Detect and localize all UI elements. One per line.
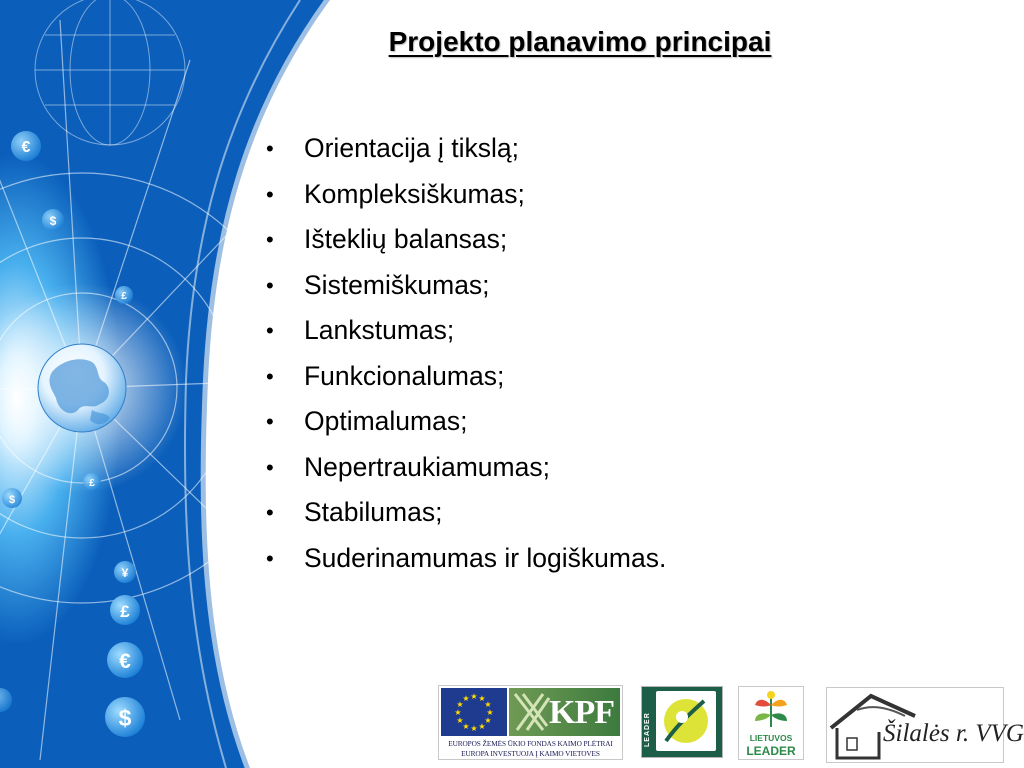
eu-flag-icon <box>441 688 507 736</box>
svg-text:★: ★ <box>470 692 478 701</box>
dollar-icon <box>2 488 22 508</box>
bullet-icon: • <box>266 363 274 389</box>
list-item-text: Lankstumas; <box>304 315 455 345</box>
list-item <box>262 126 666 172</box>
list-item <box>262 399 666 445</box>
eu-caption-1: EUROPOS ŽEMĖS ŪKIO FONDAS KAIMO PLĖTRAI <box>448 739 613 748</box>
svg-text:€: € <box>21 139 31 156</box>
euro-icon <box>107 642 143 678</box>
svg-text:£: £ <box>120 602 130 621</box>
bullet-icon: • <box>266 409 274 434</box>
leader-band-text: LEADER <box>644 712 651 747</box>
lt-leader-line1: LIETUVOS <box>749 733 793 743</box>
list-item-text: Nepertraukiamumas; <box>304 451 550 482</box>
bullet-icon: • <box>266 545 274 571</box>
list-item-text: Suderinamumas ir logiškumas. <box>304 542 667 573</box>
euro-icon <box>11 131 41 161</box>
pound-icon <box>115 286 133 304</box>
svg-text:★: ★ <box>456 716 464 725</box>
svg-text:$: $ <box>49 214 57 228</box>
slide-title: Projekto planavimo principai <box>388 26 772 57</box>
list-item <box>262 490 666 536</box>
svg-text:£: £ <box>121 291 127 302</box>
list-item-text: Kompleksiškumas; <box>304 178 525 209</box>
kpf-text: KPF <box>549 694 614 731</box>
list-item-text: Funkcionalumas; <box>304 360 505 391</box>
lietuvos-leader-logo <box>738 686 804 760</box>
svg-text:★: ★ <box>462 694 470 703</box>
svg-text:★: ★ <box>454 708 462 717</box>
dollar-icon <box>105 697 145 737</box>
svg-text:★: ★ <box>462 722 470 731</box>
svg-text:★: ★ <box>486 708 494 717</box>
list-item-text: Optimalumas; <box>304 406 468 436</box>
svg-text:★: ★ <box>470 724 478 733</box>
bullet-icon: • <box>266 136 274 161</box>
lt-leader-line2: LEADER <box>746 744 796 758</box>
pound-icon <box>110 595 140 625</box>
svg-text:£: £ <box>89 478 95 489</box>
bullet-icon: • <box>266 272 274 298</box>
list-item <box>262 263 666 309</box>
list-item <box>262 172 666 218</box>
list-item <box>262 354 666 400</box>
list-item <box>262 217 666 263</box>
silale-vvg-logo <box>826 687 1024 763</box>
pound-icon <box>83 473 101 491</box>
eu-kpf-logo <box>438 685 623 760</box>
principles-list <box>262 126 666 581</box>
bullet-icon: • <box>266 318 274 343</box>
bullet-icon: • <box>266 181 274 207</box>
list-item <box>262 308 666 354</box>
eu-caption-2: EUROPA INVESTUOJA Į KAIMO VIETOVES <box>461 749 600 758</box>
bullet-icon: • <box>266 500 274 525</box>
svg-text:★: ★ <box>456 700 464 709</box>
yen-icon <box>114 561 136 583</box>
svg-text:€: € <box>119 650 131 673</box>
leader-logo <box>641 686 723 758</box>
list-item <box>262 445 666 491</box>
kpf-logo <box>509 688 620 736</box>
bullet-icon: • <box>266 454 274 480</box>
list-item <box>262 536 666 582</box>
dollar-icon <box>42 209 64 231</box>
svg-text:★: ★ <box>478 694 486 703</box>
svg-text:★: ★ <box>478 722 486 731</box>
list-item-text: Orientacija į tikslą; <box>304 133 520 163</box>
bullet-icon: • <box>266 227 274 252</box>
svg-text:★: ★ <box>484 700 492 709</box>
vvg-text: Šilalės r. VVG <box>883 720 1024 747</box>
svg-text:$: $ <box>118 705 132 731</box>
svg-text:$: $ <box>8 494 16 506</box>
svg-text:★: ★ <box>484 716 492 725</box>
svg-text:¥: ¥ <box>121 566 129 580</box>
list-item-text: Sistemiškumas; <box>304 269 490 300</box>
list-item-text: Stabilumas; <box>304 497 443 527</box>
list-item-text: Išteklių balansas; <box>304 224 508 254</box>
